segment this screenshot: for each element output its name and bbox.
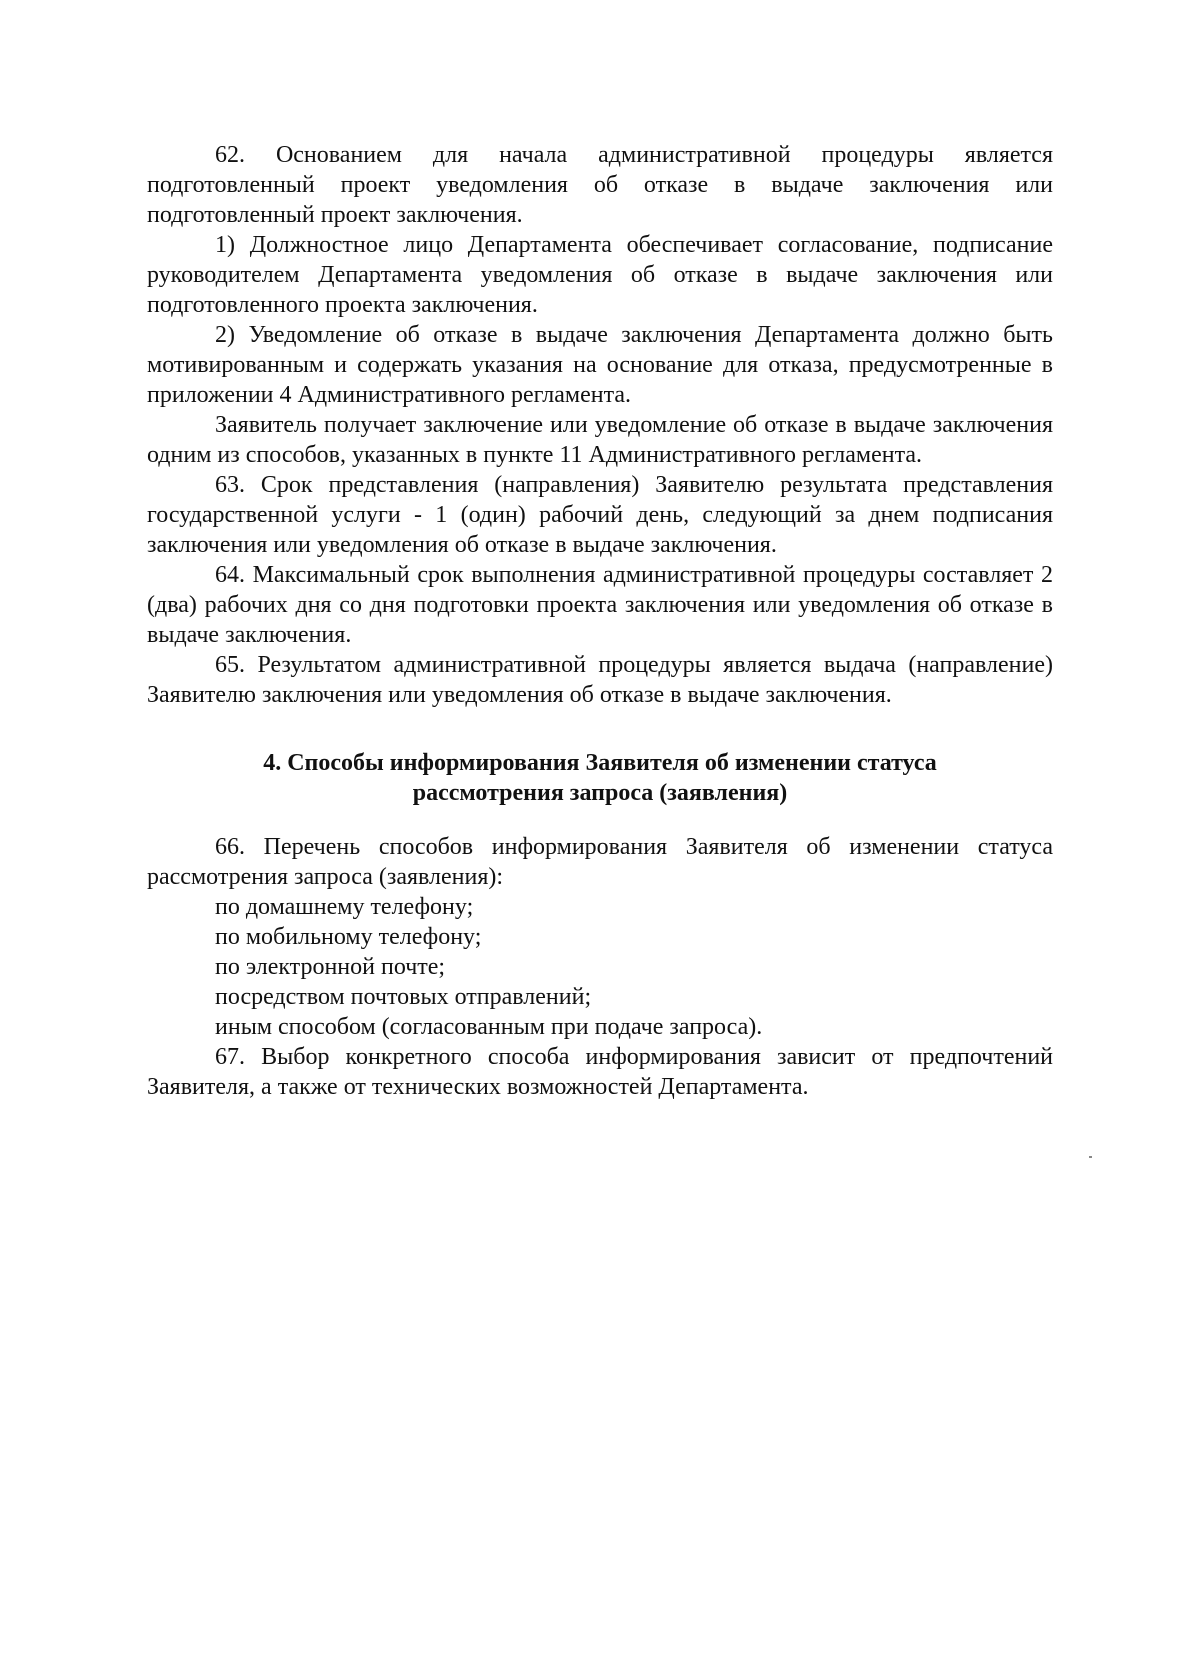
- document-body: [147, 140, 1053, 1102]
- paragraph-62-item-1: 1) Должностное лицо Департамента обеспечивает согласование, подписание руководителем Департамента уведомления об отказе в выдаче заключения или подготовленного проекта заключения.: [147, 232, 1053, 318]
- list-item: по электронной почте;: [215, 954, 446, 980]
- paragraph-67: 67. Выбор конкретного способа информирования зависит от предпочтений Заявителя, а также от технических возможностей Департамента.: [147, 1044, 1053, 1100]
- section-4-heading: [147, 748, 1053, 808]
- scan-artifact: [1089, 1156, 1092, 1158]
- paragraph-62: 62. Основанием для начала административной процедуры является подготовленный проект уведомления об отказе в выдаче заключения или подготовленный проект заключения.: [147, 142, 1053, 228]
- notification-methods-list: [147, 892, 1053, 1042]
- paragraph-63: 63. Срок представления (направления) Заявителю результата представления государственной услуги - 1 (один) рабочий день, следующий за днем подписания заключения или уведомления об отказе в выдаче заключения.: [147, 472, 1053, 558]
- paragraph-65: 65. Результатом административной процедуры является выдача (направление) Заявителю заключения или уведомления об отказе в выдаче заключения.: [147, 652, 1053, 708]
- list-item: по мобильному телефону;: [215, 924, 482, 950]
- paragraph-62-applicant: Заявитель получает заключение или уведомление об отказе в выдаче заключения одним из способов, указанных в пункте 11 Административного регламента.: [147, 412, 1053, 468]
- list-item: по домашнему телефону;: [215, 894, 474, 920]
- list-item: посредством почтовых отправлений;: [215, 984, 592, 1010]
- list-item: иным способом (согласованным при подаче запроса).: [215, 1014, 763, 1040]
- paragraph-62-item-2: 2) Уведомление об отказе в выдаче заключения Департамента должно быть мотивированным и содержать указания на основание для отказа, предусмотренные в приложении 4 Административного регламента.: [147, 322, 1053, 408]
- paragraph-64: 64. Максимальный срок выполнения административной процедуры составляет 2 (два) рабочих дня со дня подготовки проекта заключения или уведомления об отказе в выдаче заключения.: [147, 562, 1053, 648]
- paragraph-66: 66. Перечень способов информирования Заявителя об изменении статуса рассмотрения запроса (заявления):: [147, 834, 1053, 890]
- section-4-heading-line-1: 4. Способы информирования Заявителя об изменении статуса: [263, 750, 937, 776]
- section-4-heading-line-2: рассмотрения запроса (заявления): [412, 780, 788, 806]
